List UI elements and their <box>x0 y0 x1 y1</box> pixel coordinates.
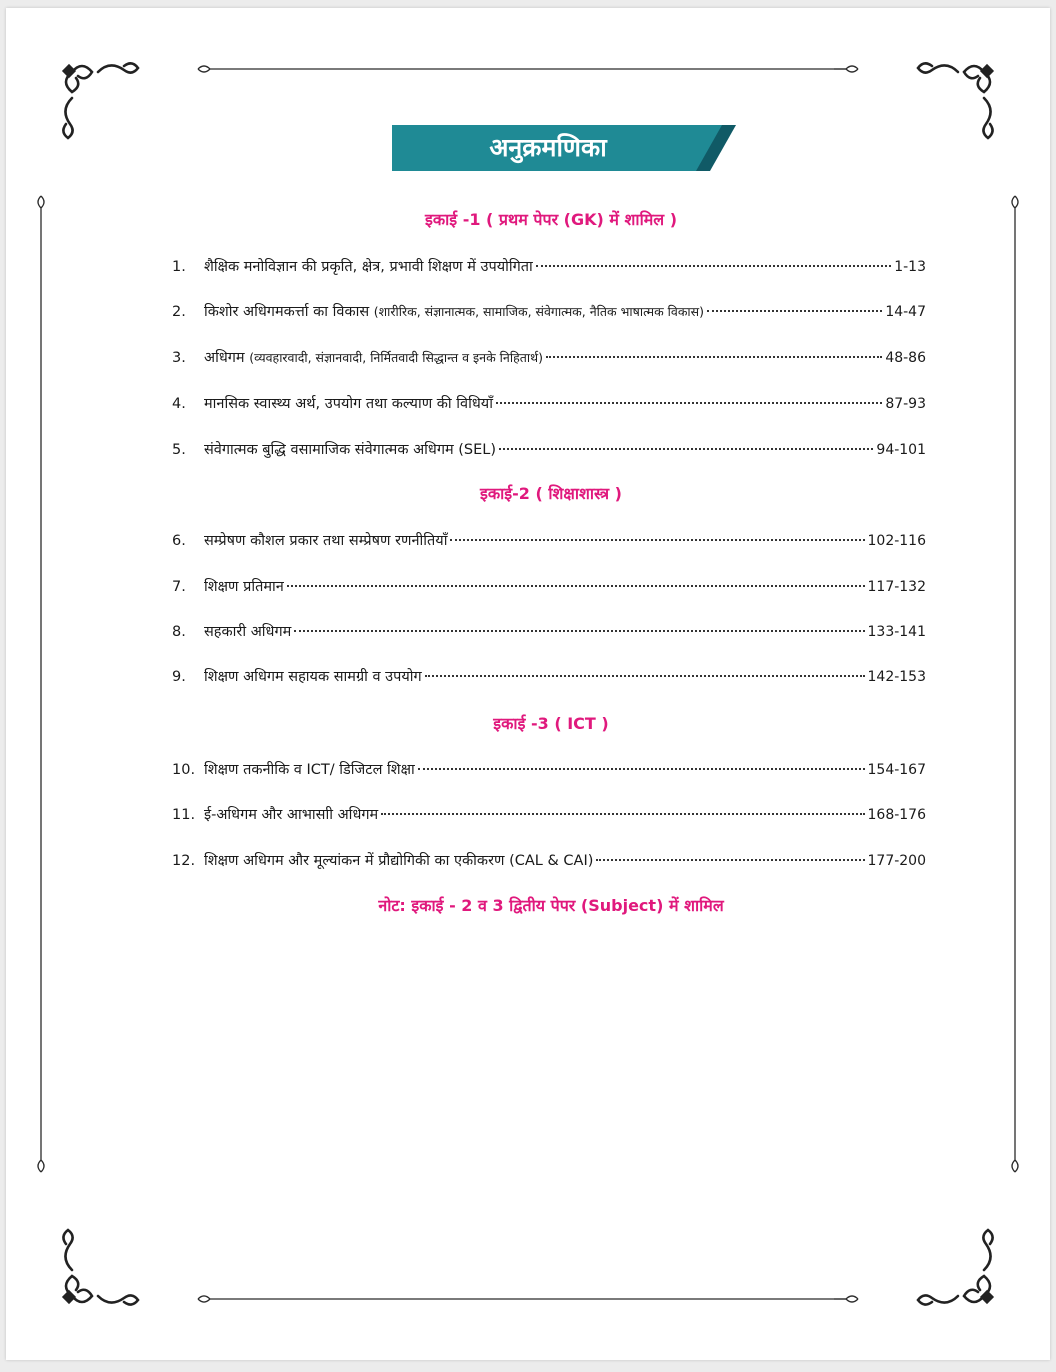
entry-number: 2. <box>172 304 186 320</box>
entry-title: अधिगम (व्यवहारवादी, संज्ञानवादी, निर्मितवादी सिद्धान्त व इनके निहितार्थ) <box>204 350 543 366</box>
entry-title: शिक्षण प्रतिमान <box>204 579 284 595</box>
toc-entry-8 <box>172 621 926 643</box>
dot-leader <box>425 675 865 677</box>
entry-title: शिक्षण तकनीकि व ICT/ डिजिटल शिक्षा <box>204 762 415 778</box>
entry-title: शिक्षण अधिगम सहायक सामग्री व उपयोग <box>204 669 422 685</box>
dot-leader <box>450 539 864 541</box>
dot-leader <box>546 356 882 358</box>
entry-title: मानसिक स्वास्थ्य अर्थ, उपयोग तथा कल्याण की विधियाँ <box>204 396 493 412</box>
entry-title: सहकारी अधिगम <box>204 624 292 640</box>
entry-pages: 87-93 <box>885 396 926 412</box>
toc-entry-4 <box>172 393 926 415</box>
entry-pages: 133-141 <box>867 624 926 640</box>
toc-entry-5 <box>172 439 926 461</box>
toc-entry-3 <box>172 347 926 369</box>
entry-number: 6. <box>172 533 186 549</box>
toc-entry-11 <box>172 804 926 826</box>
document-page <box>6 8 1050 1360</box>
page-title: अनुक्रमणिका <box>489 133 607 162</box>
dot-leader <box>596 859 864 861</box>
entry-number: 9. <box>172 669 186 685</box>
entry-title: शिक्षण अधिगम और मूल्यांकन में प्रौद्योगिकी का एकीकरण (CAL & CAI) <box>204 853 594 869</box>
entry-title: सम्प्रेषण कौशल प्रकार तथा सम्प्रेषण रणनीतियाँ <box>204 533 448 549</box>
entry-number: 10. <box>172 762 196 778</box>
entry-number: 1. <box>172 259 186 275</box>
title-banner <box>392 125 736 171</box>
dot-leader <box>287 585 865 587</box>
unit-heading-1: इकाई -1 ( प्रथम पेपर (GK) में शामिल ) <box>424 210 678 229</box>
unit-heading-3: इकाई -3 ( ICT ) <box>493 714 609 733</box>
entry-number: 4. <box>172 396 186 412</box>
entry-pages: 117-132 <box>867 579 926 595</box>
toc-entry-2 <box>172 301 926 323</box>
dot-leader <box>536 265 891 267</box>
toc-entry-12 <box>172 850 926 872</box>
entry-number: 11. <box>172 807 196 823</box>
footnote: नोट: इकाई - 2 व 3 द्वितीय पेपर (Subject) में शामिल <box>378 896 724 915</box>
entry-pages: 14-47 <box>885 304 926 320</box>
entry-pages: 168-176 <box>867 807 926 823</box>
entry-pages: 1-13 <box>894 259 926 275</box>
entry-title: संवेगात्मक बुद्धि वसामाजिक संवेगात्मक अधिगम (SEL) <box>204 442 497 458</box>
entry-pages: 48-86 <box>885 350 926 366</box>
dot-leader <box>707 310 882 312</box>
dot-leader <box>418 768 865 770</box>
dot-leader <box>381 813 864 815</box>
entry-number: 3. <box>172 350 186 366</box>
entry-pages: 142-153 <box>867 669 926 685</box>
entry-number: 7. <box>172 579 186 595</box>
entry-title: शैक्षिक मनोविज्ञान की प्रकृति, क्षेत्र, प्रभावी शिक्षण में उपयोगिता <box>204 259 533 275</box>
entry-title: किशोर अधिगमकर्त्ता का विकास (शारीरिक, संज्ञानात्मक, सामाजिक, संवेगात्मक, नैतिक भाषात्मक विकास) <box>204 304 704 320</box>
entry-pages: 94-101 <box>876 442 926 458</box>
entry-subtitle: (शारीरिक, संज्ञानात्मक, सामाजिक, संवेगात्मक, नैतिक भाषात्मक विकास) <box>373 304 704 319</box>
entry-number: 5. <box>172 442 186 458</box>
toc-entry-10 <box>172 759 926 781</box>
entry-number: 12. <box>172 853 196 869</box>
toc-entry-6 <box>172 530 926 552</box>
toc-entry-1 <box>172 256 926 278</box>
toc-entry-7 <box>172 576 926 598</box>
unit-heading-2: इकाई-2 ( शिक्षाशास्त्र ) <box>480 484 622 503</box>
entry-pages: 154-167 <box>867 762 926 778</box>
entry-subtitle: (व्यवहारवादी, संज्ञानवादी, निर्मितवादी सिद्धान्त व इनके निहितार्थ) <box>249 350 543 365</box>
dot-leader <box>499 448 873 450</box>
entry-title: ई-अधिगम और आभासाी अधिगम <box>204 807 379 823</box>
dot-leader <box>496 402 882 404</box>
toc-entry-9 <box>172 666 926 688</box>
entry-number: 8. <box>172 624 186 640</box>
entry-pages: 102-116 <box>867 533 926 549</box>
entry-pages: 177-200 <box>867 853 926 869</box>
dot-leader <box>294 630 864 632</box>
